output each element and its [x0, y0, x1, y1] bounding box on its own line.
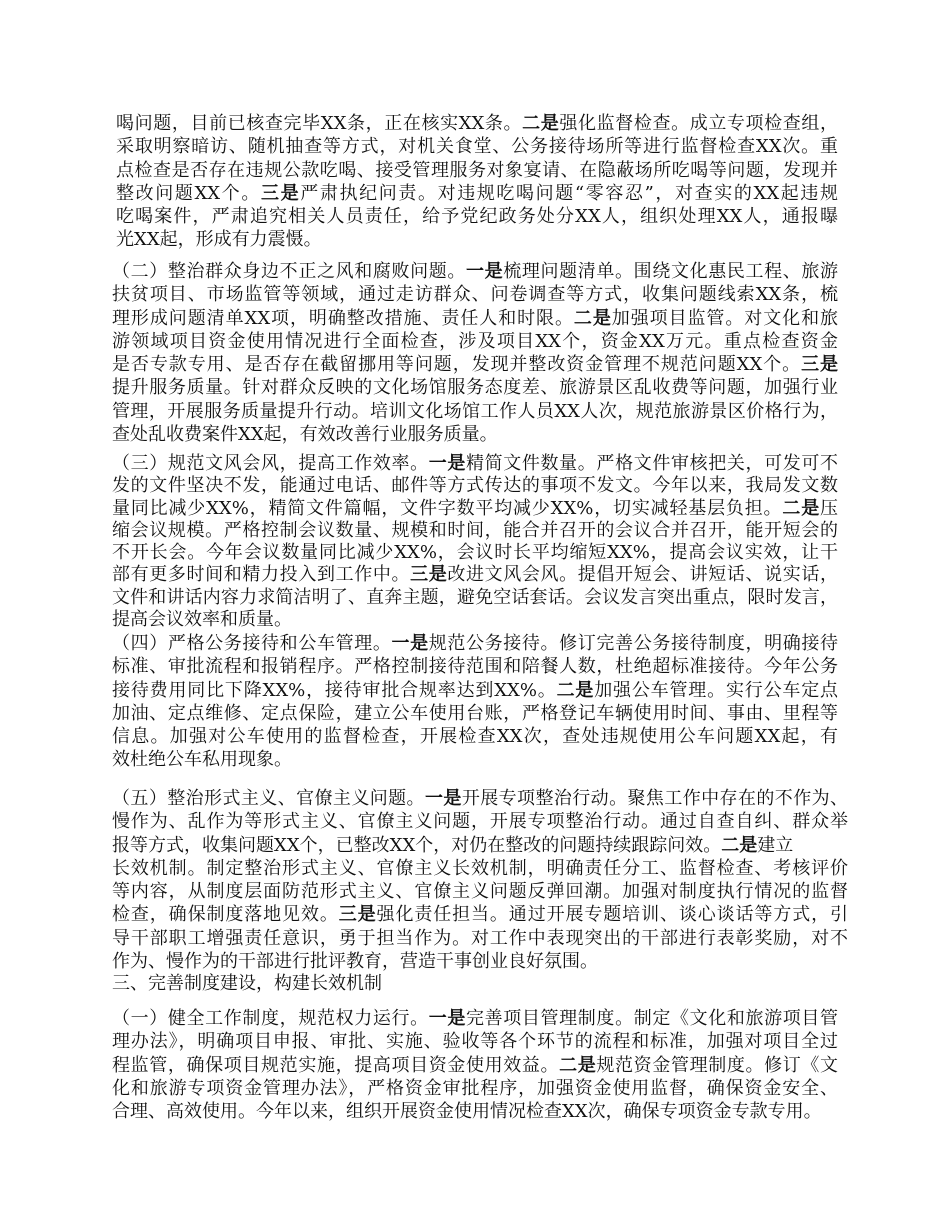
- text-line: [112, 587, 838, 609]
- text-line: [112, 880, 848, 903]
- bold-keyword: 一是: [466, 261, 504, 282]
- text-line: [112, 857, 848, 880]
- text-line: [116, 228, 838, 251]
- bold-keyword: 二是: [556, 679, 595, 701]
- text-segment: 理办法》，明确项目申报、审批、实施、验收等各个环节的流程和标准，加强对项目全过: [112, 1031, 838, 1053]
- text-line: [112, 927, 848, 950]
- bold-keyword: 一是: [424, 788, 462, 809]
- bold-keyword: 一是: [391, 633, 429, 654]
- text-line: [112, 632, 838, 655]
- text-segment: 加油、定点维修、定点保险，建立公车使用台账，严格登记车辆使用时间、事由、里程等: [112, 702, 838, 724]
- text-line: [112, 1077, 838, 1100]
- text-line: [112, 307, 838, 330]
- text-segment: 规范资金管理制度。修订《文: [596, 1054, 838, 1076]
- text-segment: 报等方式，收集问题XX个，已整改XX个，对仍在整改的问题持续跟踪问效。: [112, 834, 722, 856]
- text-line: [112, 748, 838, 771]
- text-segment: 加强公车管理。实行公车定点: [594, 679, 839, 701]
- text-line: [112, 655, 838, 678]
- bold-keyword: 二是: [782, 497, 821, 519]
- paragraph-work-system: [112, 1007, 838, 1123]
- text-segment: 加强项目监管。对文化和旅: [611, 307, 838, 329]
- text-segment: 不开长会。今年会议数量同比减少XX%，会议时长平均缩短XX%，提高会议实效，让干: [112, 542, 838, 564]
- text-segment: （二）整治群众身边不正之风和腐败问题。: [112, 261, 466, 282]
- text-segment: 整改问题XX个。: [116, 182, 261, 204]
- text-line: [112, 498, 838, 520]
- text-segment: 理形成问题清单XX项，明确整改措施、责任人和时限。: [112, 307, 574, 329]
- text-segment: 光XX起，形成有力震慑。: [116, 229, 322, 251]
- text-segment: 规范公务接待。修订完善公务接待制度，明确接待: [428, 633, 839, 654]
- bold-keyword: 三是: [338, 904, 377, 926]
- bold-keyword: 二是: [573, 307, 612, 329]
- text-segment: 文件和讲话内容力求简洁明了、直奔主题，避免空话套话。会议发言突出重点，限时发言，: [112, 586, 838, 608]
- bold-keyword: 一是: [428, 1008, 467, 1029]
- text-segment: 化和旅游专项资金管理办法》，严格资金审批程序，加强资金使用监督，确保资金安全、: [112, 1077, 838, 1099]
- text-segment: （三）规范文风会风，提高工作效率。: [112, 453, 429, 474]
- text-segment: 缩会议规模。严格控制会议数量、规模和时间，能合并召开的会议合并召开，能开短会的: [112, 519, 838, 541]
- text-segment: 程监管，确保项目规范实施，提高项目资金使用效益。: [112, 1054, 560, 1076]
- text-segment: 检查，确保制度落地见效。: [112, 904, 339, 926]
- text-line: [112, 1100, 838, 1123]
- text-line: [112, 725, 838, 748]
- text-line: [112, 542, 838, 564]
- paragraph-writing-meeting-style: [112, 453, 838, 631]
- text-line: [112, 283, 838, 306]
- bold-keyword: 二是: [721, 834, 758, 856]
- text-segment: 是否专款专用、是否存在截留挪用等问题，发现并整改资金管理不规范问题XX个。: [112, 354, 802, 376]
- text-line: [112, 260, 838, 283]
- text-segment: 部有更多时间和精力投入到工作中。: [112, 564, 411, 586]
- paragraph-formalism-bureaucracy: [112, 787, 848, 973]
- bold-keyword: 三是: [410, 564, 448, 586]
- text-segment: 梳理问题清单。围绕文化惠民工程、旅游: [503, 261, 839, 282]
- text-line: [116, 182, 838, 205]
- text-line: [112, 475, 838, 497]
- paragraph-reception-vehicles: [112, 632, 838, 772]
- bold-keyword: 二是: [559, 1054, 597, 1076]
- bold-keyword: 三是: [801, 354, 838, 376]
- bold-keyword: 二是: [522, 113, 560, 134]
- text-line: [112, 950, 848, 973]
- text-segment: 长效机制。制定整治形式主义、官僚主义长效机制，明确责任分工、监督检查、考核评价: [112, 857, 848, 879]
- text-segment: 强化责任担当。通过开展专题培训、谈心谈话等方式，引: [376, 904, 849, 926]
- text-segment: 接待费用同比下降XX%，接待审批合规率达到XX%。: [112, 679, 557, 701]
- text-segment: 扶贫项目、市场监管等领域，通过走访群众、问卷调查等方式，收集问题线索XX条，梳: [112, 284, 838, 306]
- text-segment: 慢作为、乱作为等形式主义、官僚主义问题，开展专项整治行动。通过自查自纠、群众举: [112, 811, 848, 833]
- text-line: [116, 205, 838, 228]
- text-line: [112, 903, 848, 926]
- text-segment: 作为、慢作为的干部进行批评教育，营造干事创业良好氛围。: [112, 951, 598, 973]
- text-segment: 等内容，从制度层面防范形式主义、官僚主义问题反弹回潮。加强对制度执行情况的监督: [112, 881, 848, 903]
- text-segment: 精简文件数量。严格文件审核把关，可发可不: [466, 453, 839, 474]
- text-line: [112, 1007, 838, 1030]
- text-segment: 强化监督检查。成立专项检查组，: [559, 113, 839, 134]
- text-segment: （一）健全工作制度，规范权力运行。: [112, 1008, 429, 1029]
- text-segment: 量同比减少XX%，精简文件篇幅，文件字数平均减少XX%，切实减轻基层负担。: [112, 497, 783, 519]
- text-segment: （四）严格公务接待和公车管理。: [112, 633, 392, 654]
- text-segment: 效杜绝公车私用现象。: [112, 749, 292, 771]
- text-segment: 严肃执纪问责。对违规吃喝问题“零容忍”，对查实的XX起违规: [300, 182, 839, 204]
- text-line: [112, 376, 838, 399]
- text-segment: 发的文件坚决不发，能通过电话、邮件等方式传达的事项不发文。今年以来，我局发文数: [112, 475, 838, 497]
- text-segment: 完善项目管理制度。制定《文化和旅游项目管: [466, 1008, 839, 1029]
- text-segment: 压: [820, 497, 839, 519]
- text-segment: 管理，开展服务质量提升行动。培训文化场馆工作人员XX人次，规范旅游景区价格行为，: [112, 400, 838, 422]
- text-line: [112, 1030, 838, 1053]
- text-segment: 信息。加强对公车使用的监督检查，开展检查XX次，查处违规使用公车问题XX起，有: [112, 726, 838, 748]
- text-segment: 提升服务质量。针对群众反映的文化场馆服务态度差、旅游景区乱收费等问题，加强行业: [112, 377, 838, 399]
- text-segment: 开展专项整治行动。聚焦工作中存在的不作为、: [461, 788, 849, 809]
- text-segment: 提高会议效率和质量。: [112, 609, 292, 631]
- text-segment: 点检查是否存在违规公款吃喝、接受管理服务对象宴请、在隐蔽场所吃喝等问题，发现并: [116, 159, 838, 181]
- text-segment: （五）整治形式主义、官僚主义问题。: [112, 788, 425, 809]
- text-line: [112, 787, 848, 810]
- text-line: [112, 1054, 838, 1077]
- text-line: [112, 679, 838, 702]
- text-line: [116, 135, 838, 158]
- section-heading: 三、完善制度建设，构建长效机制: [112, 973, 382, 994]
- text-line: [112, 330, 838, 353]
- text-segment: 采取明察暗访、随机抽查等方式，对机关食堂、公务接待场所等进行监督检查XX次。重: [116, 136, 838, 158]
- bold-keyword: 一是: [428, 453, 467, 474]
- text-line: [112, 702, 838, 725]
- paragraph-mass-corruption: [112, 260, 838, 446]
- text-line: [112, 353, 838, 376]
- text-line: [112, 520, 838, 542]
- bold-keyword: 三是: [260, 182, 301, 204]
- text-line: [112, 609, 838, 631]
- text-segment: 查处乱收费案件XX起，有效改善行业服务质量。: [112, 424, 498, 446]
- text-line: [112, 423, 838, 446]
- text-segment: 标准、审批流程和报销程序。严格控制接待范围和陪餐人数，杜绝超标准接待。今年公务: [112, 656, 838, 678]
- text-segment: 建立: [757, 834, 794, 856]
- text-segment: 游领域项目资金使用情况进行全面检查，涉及项目XX个，资金XX万元。重点检查资金: [112, 330, 838, 352]
- text-line: [112, 564, 838, 586]
- text-line: [112, 810, 848, 833]
- paragraph-supervision-inspection: [116, 112, 838, 252]
- text-line: [112, 834, 848, 857]
- text-segment: 吃喝案件，严肃追究相关人员责任，给予党纪政务处分XX人，组织处理XX人，通报曝: [116, 206, 838, 228]
- text-line: [112, 400, 838, 423]
- text-segment: 导干部职工增强责任意识，勇于担当作为。对工作中表现突出的干部进行表彰奖励，对不: [112, 927, 848, 949]
- text-segment: 合理、高效使用。今年以来，组织开展资金使用情况检查XX次，确保专项资金专款专用。: [112, 1101, 822, 1123]
- text-segment: 喝问题，目前已核查完毕XX条，正在核实XX条。: [116, 113, 523, 134]
- text-line: [116, 112, 838, 135]
- text-segment: 改进文风会风。提倡开短会、讲短话、说实话，: [447, 564, 839, 586]
- text-line: [112, 453, 838, 475]
- text-line: [116, 159, 838, 182]
